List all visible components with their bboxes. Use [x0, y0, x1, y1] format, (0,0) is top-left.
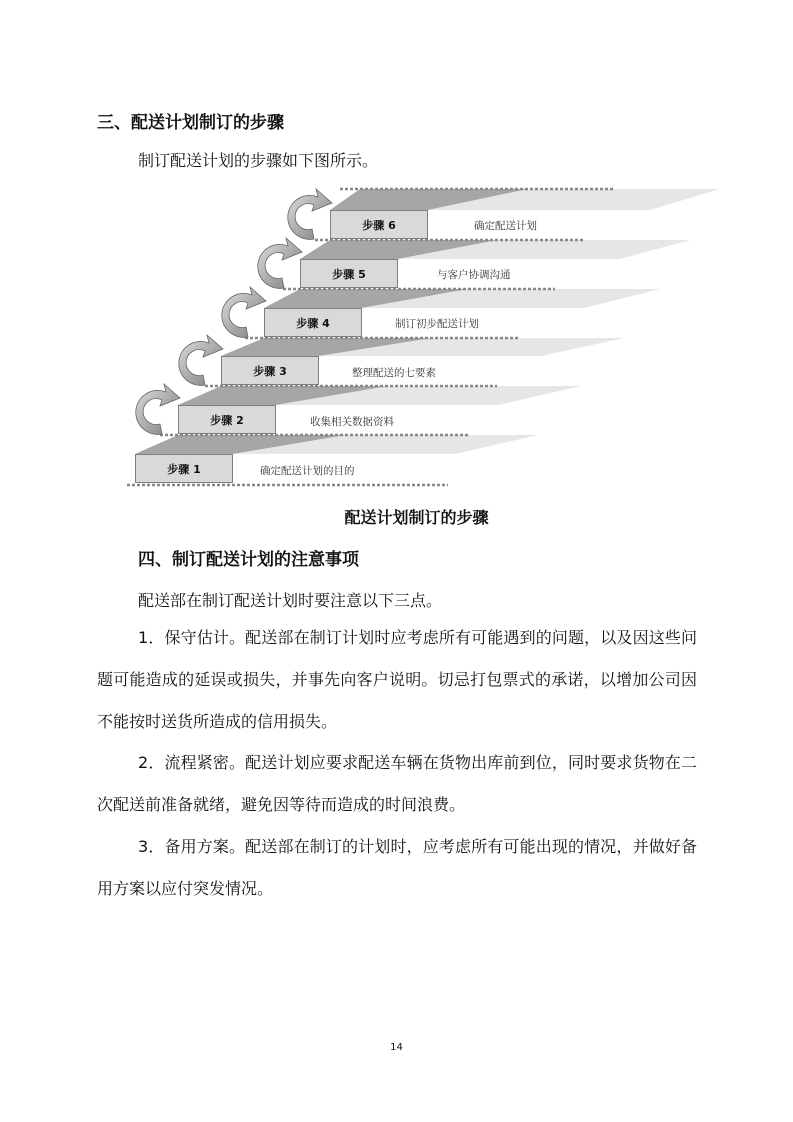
point-1: 1．保守估计。配送部在制订计划时应考虑所有可能遇到的问题，以及因这些问题可能造成的延误或损失，并事先向客户说明。切忌打包票式的承诺，以增加公司因不能按时送货所造成的信用损失。: [97, 628, 697, 731]
circular-arrow-icon: [258, 238, 302, 288]
section-heading-3: 三、配送计划制订的步骤: [97, 113, 284, 133]
circular-arrow-icon: [179, 335, 223, 385]
step-box-6: 步骤 6: [330, 210, 428, 239]
step-box-5: 步骤 5: [300, 259, 398, 288]
circular-arrow-icon: [222, 287, 266, 337]
step-box-3: 步骤 3: [221, 356, 319, 385]
step-desc-5: 与客户协调沟通: [437, 269, 511, 281]
step-box-4: 步骤 4: [264, 308, 362, 337]
step-desc-4: 制订初步配送计划: [395, 318, 479, 330]
section-heading-4: 四、制订配送计划的注意事项: [138, 550, 359, 570]
step-desc-6: 确定配送计划: [474, 220, 537, 232]
diagram-caption: 配送计划制订的步骤: [344, 508, 489, 527]
step-box-2: 步骤 2: [178, 405, 276, 434]
page-number: 14: [390, 1042, 403, 1053]
point-3: 3．备用方案。配送部在制订的计划时，应考虑所有可能出现的情况，并做好备用方案以应付突发情况。: [97, 837, 697, 898]
step-box-1: 步骤 1: [135, 454, 233, 483]
point-2: 2．流程紧密。配送计划应要求配送车辆在货物出库前到位，同时要求货物在二次配送前准备就绪，避免因等待而造成的时间浪费。: [97, 753, 697, 814]
step-desc-1: 确定配送计划的目的: [260, 465, 355, 477]
section4-intro: 配送部在制订配送计划时要注意以下三点。: [138, 591, 443, 610]
steps-diagram: [0, 0, 793, 500]
circular-arrow-icon: [288, 189, 332, 239]
step-desc-3: 整理配送的七要素: [352, 367, 436, 379]
section-intro: 制订配送计划的步骤如下图所示。: [138, 151, 379, 170]
step-desc-2: 收集相关数据资料: [310, 416, 394, 428]
circular-arrow-icon: [136, 384, 180, 434]
diagram-graphics: [0, 0, 793, 500]
